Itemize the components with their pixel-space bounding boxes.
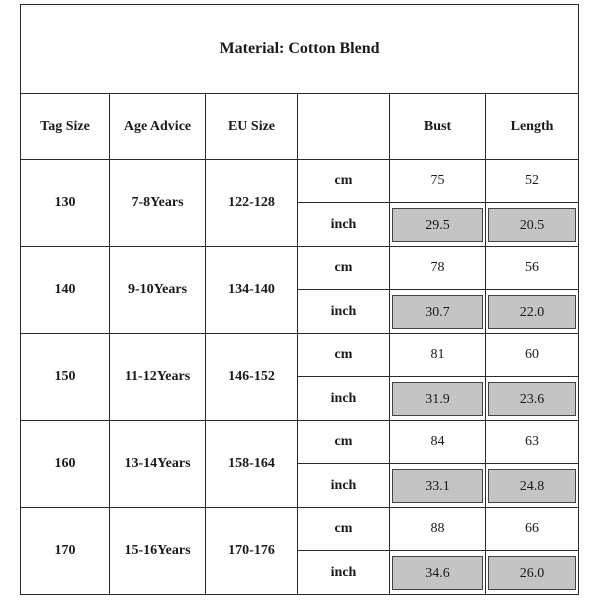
- table-row: [21, 421, 579, 464]
- length-cm-cell: 66: [486, 508, 579, 551]
- header-unit: [298, 94, 390, 160]
- header-age-advice: Age Advice: [110, 94, 206, 160]
- length-inch-value: 22.0: [488, 295, 576, 329]
- bust-inch-cell: [390, 203, 486, 247]
- header-tag-size: Tag Size: [21, 94, 110, 160]
- bust-cm-cell: 81: [390, 334, 486, 377]
- bust-inch-value: 34.6: [392, 556, 483, 590]
- age-advice-cell: 9-10Years: [110, 247, 206, 334]
- bust-inch-value: 29.5: [392, 208, 483, 242]
- table-row: [21, 247, 579, 290]
- unit-cm-cell: cm: [298, 334, 390, 377]
- length-inch-cell: [486, 203, 579, 247]
- bust-cm-cell: 84: [390, 421, 486, 464]
- unit-inch-cell: inch: [298, 290, 390, 334]
- unit-inch-cell: inch: [298, 464, 390, 508]
- header-bust: Bust: [390, 94, 486, 160]
- length-inch-value: 23.6: [488, 382, 576, 416]
- length-cm-cell: 63: [486, 421, 579, 464]
- bust-inch-value: 33.1: [392, 469, 483, 503]
- length-cm-cell: 60: [486, 334, 579, 377]
- length-inch-cell: [486, 464, 579, 508]
- bust-inch-cell: [390, 464, 486, 508]
- table-row: [21, 334, 579, 377]
- age-advice-cell: 7-8Years: [110, 160, 206, 247]
- tag-size-cell: 170: [21, 508, 110, 595]
- tag-size-cell: 140: [21, 247, 110, 334]
- bust-cm-cell: 88: [390, 508, 486, 551]
- header-length: Length: [486, 94, 579, 160]
- tag-size-cell: 130: [21, 160, 110, 247]
- eu-size-cell: 158-164: [206, 421, 298, 508]
- header-row: [21, 94, 579, 160]
- length-cm-cell: 52: [486, 160, 579, 203]
- eu-size-cell: 122-128: [206, 160, 298, 247]
- length-inch-value: 26.0: [488, 556, 576, 590]
- unit-cm-cell: cm: [298, 421, 390, 464]
- eu-size-cell: 134-140: [206, 247, 298, 334]
- bust-inch-cell: [390, 551, 486, 595]
- size-table-body: [21, 5, 579, 595]
- unit-inch-cell: inch: [298, 203, 390, 247]
- length-inch-value: 24.8: [488, 469, 576, 503]
- length-cm-cell: 56: [486, 247, 579, 290]
- length-inch-cell: [486, 377, 579, 421]
- length-inch-cell: [486, 551, 579, 595]
- bust-cm-cell: 75: [390, 160, 486, 203]
- unit-cm-cell: cm: [298, 247, 390, 290]
- age-advice-cell: 11-12Years: [110, 334, 206, 421]
- unit-cm-cell: cm: [298, 508, 390, 551]
- bust-inch-value: 31.9: [392, 382, 483, 416]
- size-chart: [20, 4, 578, 595]
- length-inch-cell: [486, 290, 579, 334]
- table-row: [21, 160, 579, 203]
- unit-cm-cell: cm: [298, 160, 390, 203]
- unit-inch-cell: inch: [298, 551, 390, 595]
- bust-inch-cell: [390, 290, 486, 334]
- eu-size-cell: 146-152: [206, 334, 298, 421]
- age-advice-cell: 15-16Years: [110, 508, 206, 595]
- unit-inch-cell: inch: [298, 377, 390, 421]
- age-advice-cell: 13-14Years: [110, 421, 206, 508]
- size-table: [20, 4, 579, 595]
- bust-inch-cell: [390, 377, 486, 421]
- header-eu-size: EU Size: [206, 94, 298, 160]
- bust-cm-cell: 78: [390, 247, 486, 290]
- bust-inch-value: 30.7: [392, 295, 483, 329]
- table-row: [21, 508, 579, 551]
- length-inch-value: 20.5: [488, 208, 576, 242]
- tag-size-cell: 160: [21, 421, 110, 508]
- eu-size-cell: 170-176: [206, 508, 298, 595]
- tag-size-cell: 150: [21, 334, 110, 421]
- table-title: Material: Cotton Blend: [21, 5, 579, 94]
